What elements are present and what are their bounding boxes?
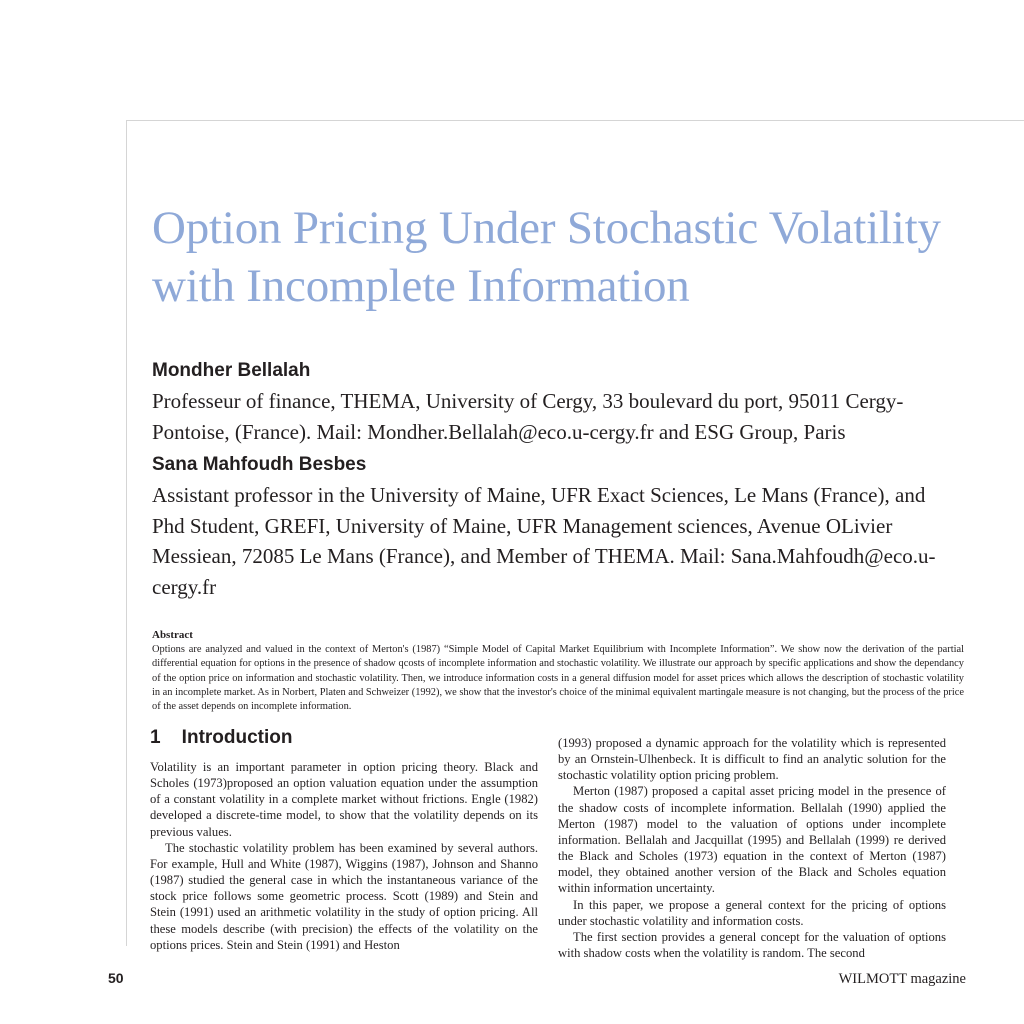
authors-section: [152, 358, 952, 606]
paragraph: In this paper, we propose a general context for the pricing of options under stochastic volatility and information costs.: [558, 897, 946, 928]
paragraph: The stochastic volatility problem has been examined by several authors. For example, Hull and White (1987), Wiggins (1987), Johnson and Shanno (1987) studied the general case in which the instantaneous variance of the stock price follows some geometric process. Scott (1989) and Stein and Stein (1991) used an arithmetic volatility in the study of option pricing. All these models describe (with precision) the effects of the volatility on the options prices. Stein and Stein (1991) and Heston: [150, 840, 538, 952]
author-name: Mondher Bellalah: [152, 360, 311, 381]
body-column-left: [150, 759, 538, 953]
author-entry: [152, 358, 952, 447]
paragraph: Volatility is an important parameter in option pricing theory. Black and Scholes (1973)proposed an option valuation equation under the assumption of a constant volatility in a complete market without frictions. Engle (1982) developed a discrete-time model, to show that the volatility depends on its previous values.: [150, 760, 538, 839]
magazine-footer-label: WILMOTT magazine: [838, 971, 966, 987]
paragraph: Merton (1987) proposed a capital asset pricing model in the presence of the shadow costs of incomplete information. Bellalah (1990) applied the Merton (1987) model to the valuation of options under incomplete information. Bellalah and Jacquillat (1995) and Bellalah (1999) re derived the Black and Scholes (1973) equation in the context of Merton (1987) model, they obtained another version of the Black and Scholes equation within information uncertainty.: [558, 784, 946, 896]
abstract-text: Options are analyzed and valued in the context of Merton's (1987) “Simple Model of Capital Market Equilibrium with Incomplete Information”. We show now the derivation of the partial differential equation for options in the presence of shadow qcosts of incomplete information and stochastic volatility. We illustrate our approach by specific applications and show the dependancy of the option price on information and stochastic volatility. Then, we introduce information costs in a general diffusion model for asset prices which allows the description of stochastic volatility in an incomplete market. As in Norbert, Platen and Schweizer (1992), we show that the investor's choice of the minimal equivalent martingale measure is not changing, but the process of the price of the asset depends on incomplete information.: [152, 644, 964, 713]
paragraph: (1993) proposed a dynamic approach for the volatility which is represented by an Ornstein-Ulhenbeck. It is difficult to find an analytic solution for the stochastic volatility option pricing problem.: [558, 736, 946, 783]
author-affiliation: Assistant professor in the University of Maine, UFR Exact Sciences, Le Mans (France), and Phd Student, GREFI, University of Maine, UFR Management sciences, Avenue OLivier Messiean, 72085 Le Mans (France), and Member of THEMA. Mail: Sana.Mahfoudh@eco.u-cergy.fr: [152, 483, 936, 599]
abstract-section: [152, 628, 964, 714]
section-heading-introduction: 1 Introduction: [150, 727, 293, 748]
author-name: Sana Mahfoudh Besbes: [152, 454, 367, 475]
author-entry: [152, 452, 952, 602]
page-title: Option Pricing Under Stochastic Volatility with Incomplete Information: [152, 202, 941, 313]
abstract-label: Abstract: [152, 629, 193, 641]
page-number: 50: [108, 970, 124, 986]
author-affiliation: Professeur of finance, THEMA, University of Cergy, 33 boulevard du port, 95011 Cergy-Pontoise, (France). Mail: Mondher.Bellalah@eco.u-cergy.fr and ESG Group, Paris: [152, 389, 904, 444]
paragraph: The first section provides a general concept for the valuation of options with shadow costs when the volatility is random. The second: [558, 929, 946, 961]
body-column-right: [558, 735, 946, 961]
